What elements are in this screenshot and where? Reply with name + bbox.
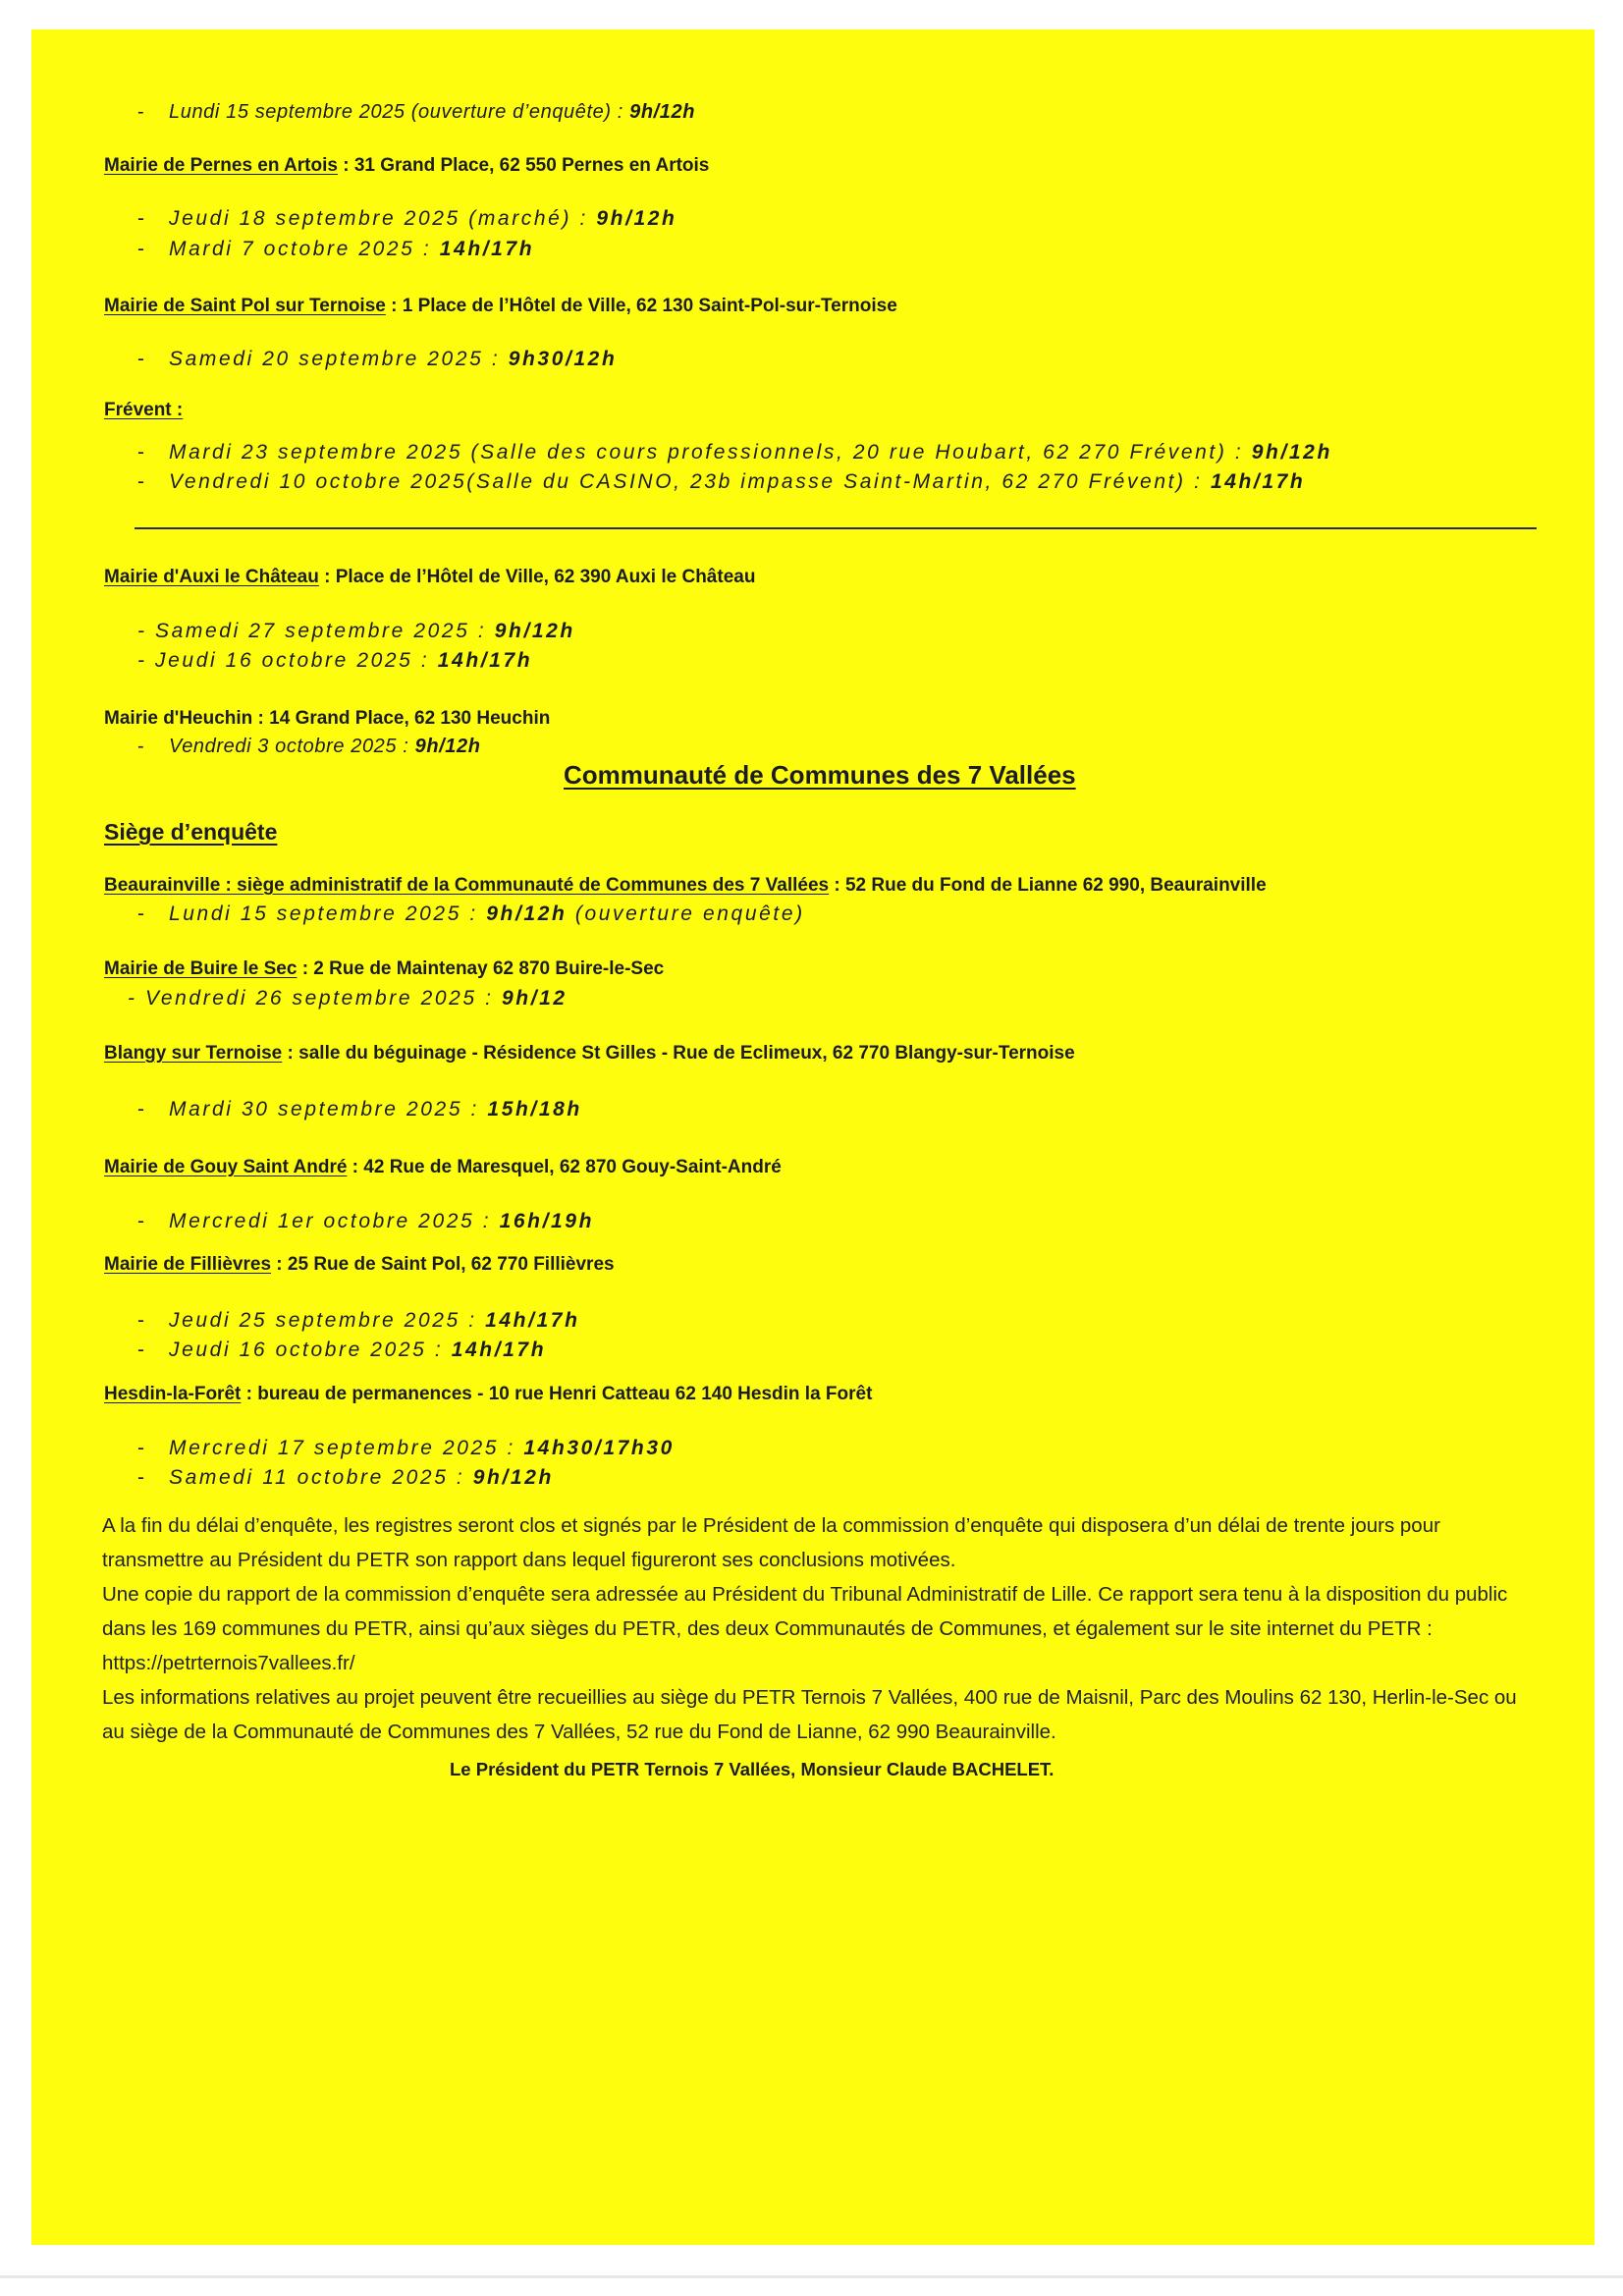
- closing-paragraph: A la fin du délai d’enquête, les registres seront clos et signés par le Président de la commission d’enquête qui disposera d’un délai de trente jours pour transmettre au Président du PETR son rapport dans lequel figureront ses conclusions motivées.: [102, 1514, 1440, 1571]
- date-line: - Samedi 20 septembre 2025 : 9h30/12h: [137, 348, 618, 370]
- date-line: - Lundi 15 septembre 2025 : 9h/12h (ouverture enquête): [137, 902, 805, 925]
- signature: Le Président du PETR Ternois 7 Vallées, Monsieur Claude BACHELET.: [450, 1759, 1055, 1779]
- venue-buire: Mairie de Buire le Sec : 2 Rue de Maintenay 62 870 Buire-le-Sec: [104, 958, 665, 979]
- list-dash: -: [137, 101, 145, 123]
- closing-paragraph: Une copie du rapport de la commission d’enquête sera adressée au Président du Tribunal Administratif de Lille. Ce rapport sera tenu à la disposition du public dans les 169 communes du PETR, ainsi qu’aux sièges du PETR, des deux Communautés de Communes, et également sur le site internet du PETR : https://petrternois7vallees.fr/: [102, 1583, 1508, 1674]
- date-line: - Mardi 7 octobre 2025 : 14h/17h: [137, 238, 535, 260]
- date-line: - Vendredi 26 septembre 2025 : 9h/12: [128, 987, 568, 1010]
- venue-frevent: Frévent :: [104, 400, 184, 420]
- venue-saint-pol: Mairie de Saint Pol sur Ternoise : 1 Place de l’Hôtel de Ville, 62 130 Saint-Pol-sur-Ternoise: [104, 296, 897, 316]
- venue-heuchin: Mairie d'Heuchin : 14 Grand Place, 62 130 Heuchin: [104, 708, 551, 729]
- date-line: - Vendredi 3 octobre 2025 : 9h/12h: [137, 736, 481, 757]
- date-line: - Jeudi 16 octobre 2025 : 14h/17h: [137, 649, 533, 672]
- siege-heading: Siège d’enquête: [104, 819, 278, 845]
- date-line: - Mercredi 17 septembre 2025 : 14h30/17h30: [137, 1437, 675, 1459]
- date-line: - Lundi 15 septembre 2025 (ouverture d’enquête) : 9h/12h: [137, 101, 696, 123]
- closing-paragraph: Les informations relatives au projet peuvent être recueillies au siège du PETR Ternois 7 Vallées, 400 rue de Maisnil, Parc des Moulins 62 130, Herlin-le-Sec ou au siège de la Communauté de Communes des 7 Vallées, 52 rue du Fond de Lianne, 62 990 Beaurainville.: [102, 1686, 1517, 1743]
- closing-text: [102, 1508, 1538, 1749]
- date-line: - Mardi 30 septembre 2025 : 15h/18h: [137, 1098, 582, 1121]
- venue-beaurainville: Beaurainville : siège administratif de la Communauté de Communes des 7 Vallées : 52 Rue du Fond de Lianne 62 990, Beaurainville: [104, 875, 1267, 896]
- scan-edge-line: [0, 2275, 1623, 2278]
- venue-auxi: Mairie d'Auxi le Château : Place de l’Hôtel de Ville, 62 390 Auxi le Château: [104, 567, 756, 587]
- section-title: Communauté de Communes des 7 Vallées: [564, 760, 1076, 790]
- date-line: - Samedi 27 septembre 2025 : 9h/12h: [137, 620, 575, 642]
- venue-fillievres: Mairie de Fillièvres : 25 Rue de Saint Pol, 62 770 Fillièvres: [104, 1254, 615, 1275]
- venue-pernes: Mairie de Pernes en Artois : 31 Grand Place, 62 550 Pernes en Artois: [104, 155, 710, 176]
- date-line: - Samedi 11 octobre 2025 : 9h/12h: [137, 1466, 554, 1489]
- date-line: - Jeudi 16 octobre 2025 : 14h/17h: [137, 1339, 547, 1361]
- date-line: - Jeudi 18 septembre 2025 (marché) : 9h/12h: [137, 207, 677, 230]
- separator-rule: [135, 527, 1537, 529]
- venue-gouy: Mairie de Gouy Saint André : 42 Rue de Maresquel, 62 870 Gouy-Saint-André: [104, 1157, 782, 1177]
- date-line: - Mardi 23 septembre 2025 (Salle des cours professionnels, 20 rue Houbart, 62 270 Frévent) : 9h/12h: [137, 441, 1332, 464]
- date-line: - Mercredi 1er octobre 2025 : 16h/19h: [137, 1210, 595, 1232]
- venue-hesdin: Hesdin-la-Forêt : bureau de permanences - 10 rue Henri Catteau 62 140 Hesdin la Forêt: [104, 1384, 873, 1404]
- date-line: - Jeudi 25 septembre 2025 : 14h/17h: [137, 1309, 580, 1332]
- date-line: - Vendredi 10 octobre 2025(Salle du CASINO, 23b impasse Saint-Martin, 62 270 Frévent) : 14h/17h: [137, 470, 1306, 493]
- venue-blangy: Blangy sur Ternoise : salle du béguinage - Résidence St Gilles - Rue de Eclimeux, 62 770 Blangy-sur-Ternoise: [104, 1043, 1075, 1064]
